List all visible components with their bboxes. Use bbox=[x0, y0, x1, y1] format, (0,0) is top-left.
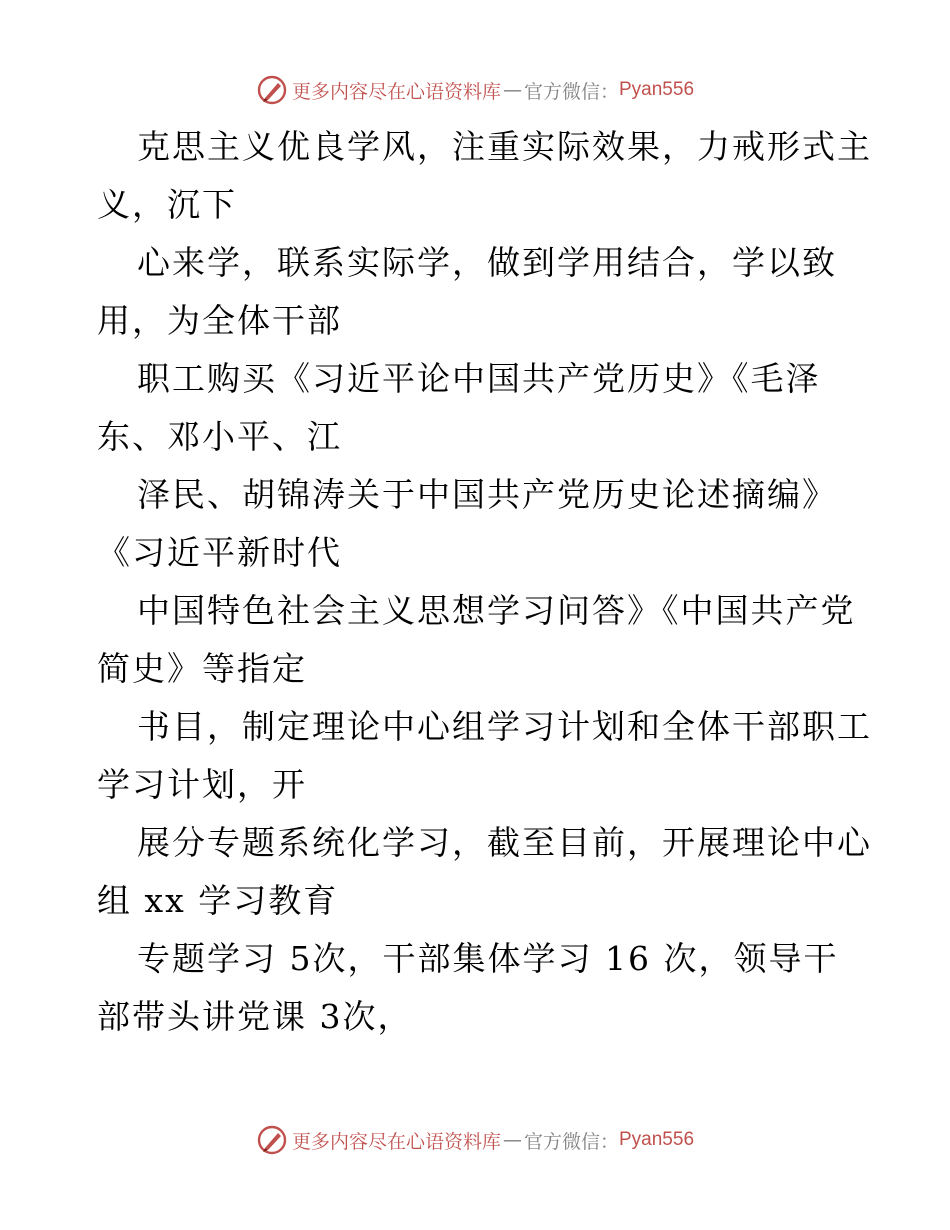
text-line: 部带头讲党课 3次， bbox=[97, 997, 413, 1036]
text-line: 展分专题系统化学习，截至目前，开展理论中心 bbox=[137, 823, 872, 862]
text-line: 书目，制定理论中心组学习计划和全体干部职工 bbox=[137, 707, 872, 746]
text-line: 心来学，联系实际学，做到学用结合，学以致 bbox=[137, 243, 837, 282]
banner-dash: — bbox=[502, 1129, 522, 1151]
text-line: 职工购买《习近平论中国共产党历史》《毛泽 bbox=[137, 359, 821, 398]
text-line: 中国特色社会主义思想学习问答》《中国共产党 bbox=[137, 591, 856, 630]
banner-wechat-id: Pyan556 bbox=[619, 79, 695, 100]
header-banner bbox=[0, 70, 950, 110]
text-line: 《习近平新时代 bbox=[97, 533, 342, 572]
text-line: 义，沉下 bbox=[97, 185, 237, 224]
banner-wechat-id: Pyan556 bbox=[619, 1129, 695, 1150]
pen-logo-icon bbox=[256, 1124, 288, 1156]
text-line: 克思主义优良学风，注重实际效果，力戒形式主 bbox=[137, 127, 872, 166]
text-line: 专题学习 5次，干部集体学习 16 次，领导干 bbox=[137, 939, 839, 978]
banner-title: 更多内容尽在心语资料库 bbox=[291, 80, 501, 103]
document-body bbox=[97, 118, 872, 1046]
text-line: 学习计划，开 bbox=[97, 765, 307, 804]
text-line: 组 xx 学习教育 bbox=[97, 881, 339, 920]
text-line: 泽民、胡锦涛关于中国共产党历史论述摘编》 bbox=[137, 475, 837, 514]
banner-subtitle: 官方微信： bbox=[523, 1130, 619, 1153]
text-line: 用，为全体干部 bbox=[97, 301, 342, 340]
pen-logo-icon bbox=[256, 74, 288, 106]
text-line: 东、邓小平、江 bbox=[97, 417, 342, 456]
text-line: 简史》等指定 bbox=[97, 649, 307, 688]
banner-dash: — bbox=[502, 79, 522, 101]
banner-title: 更多内容尽在心语资料库 bbox=[291, 1130, 501, 1153]
footer-banner bbox=[0, 1120, 950, 1160]
banner-subtitle: 官方微信： bbox=[523, 80, 619, 103]
